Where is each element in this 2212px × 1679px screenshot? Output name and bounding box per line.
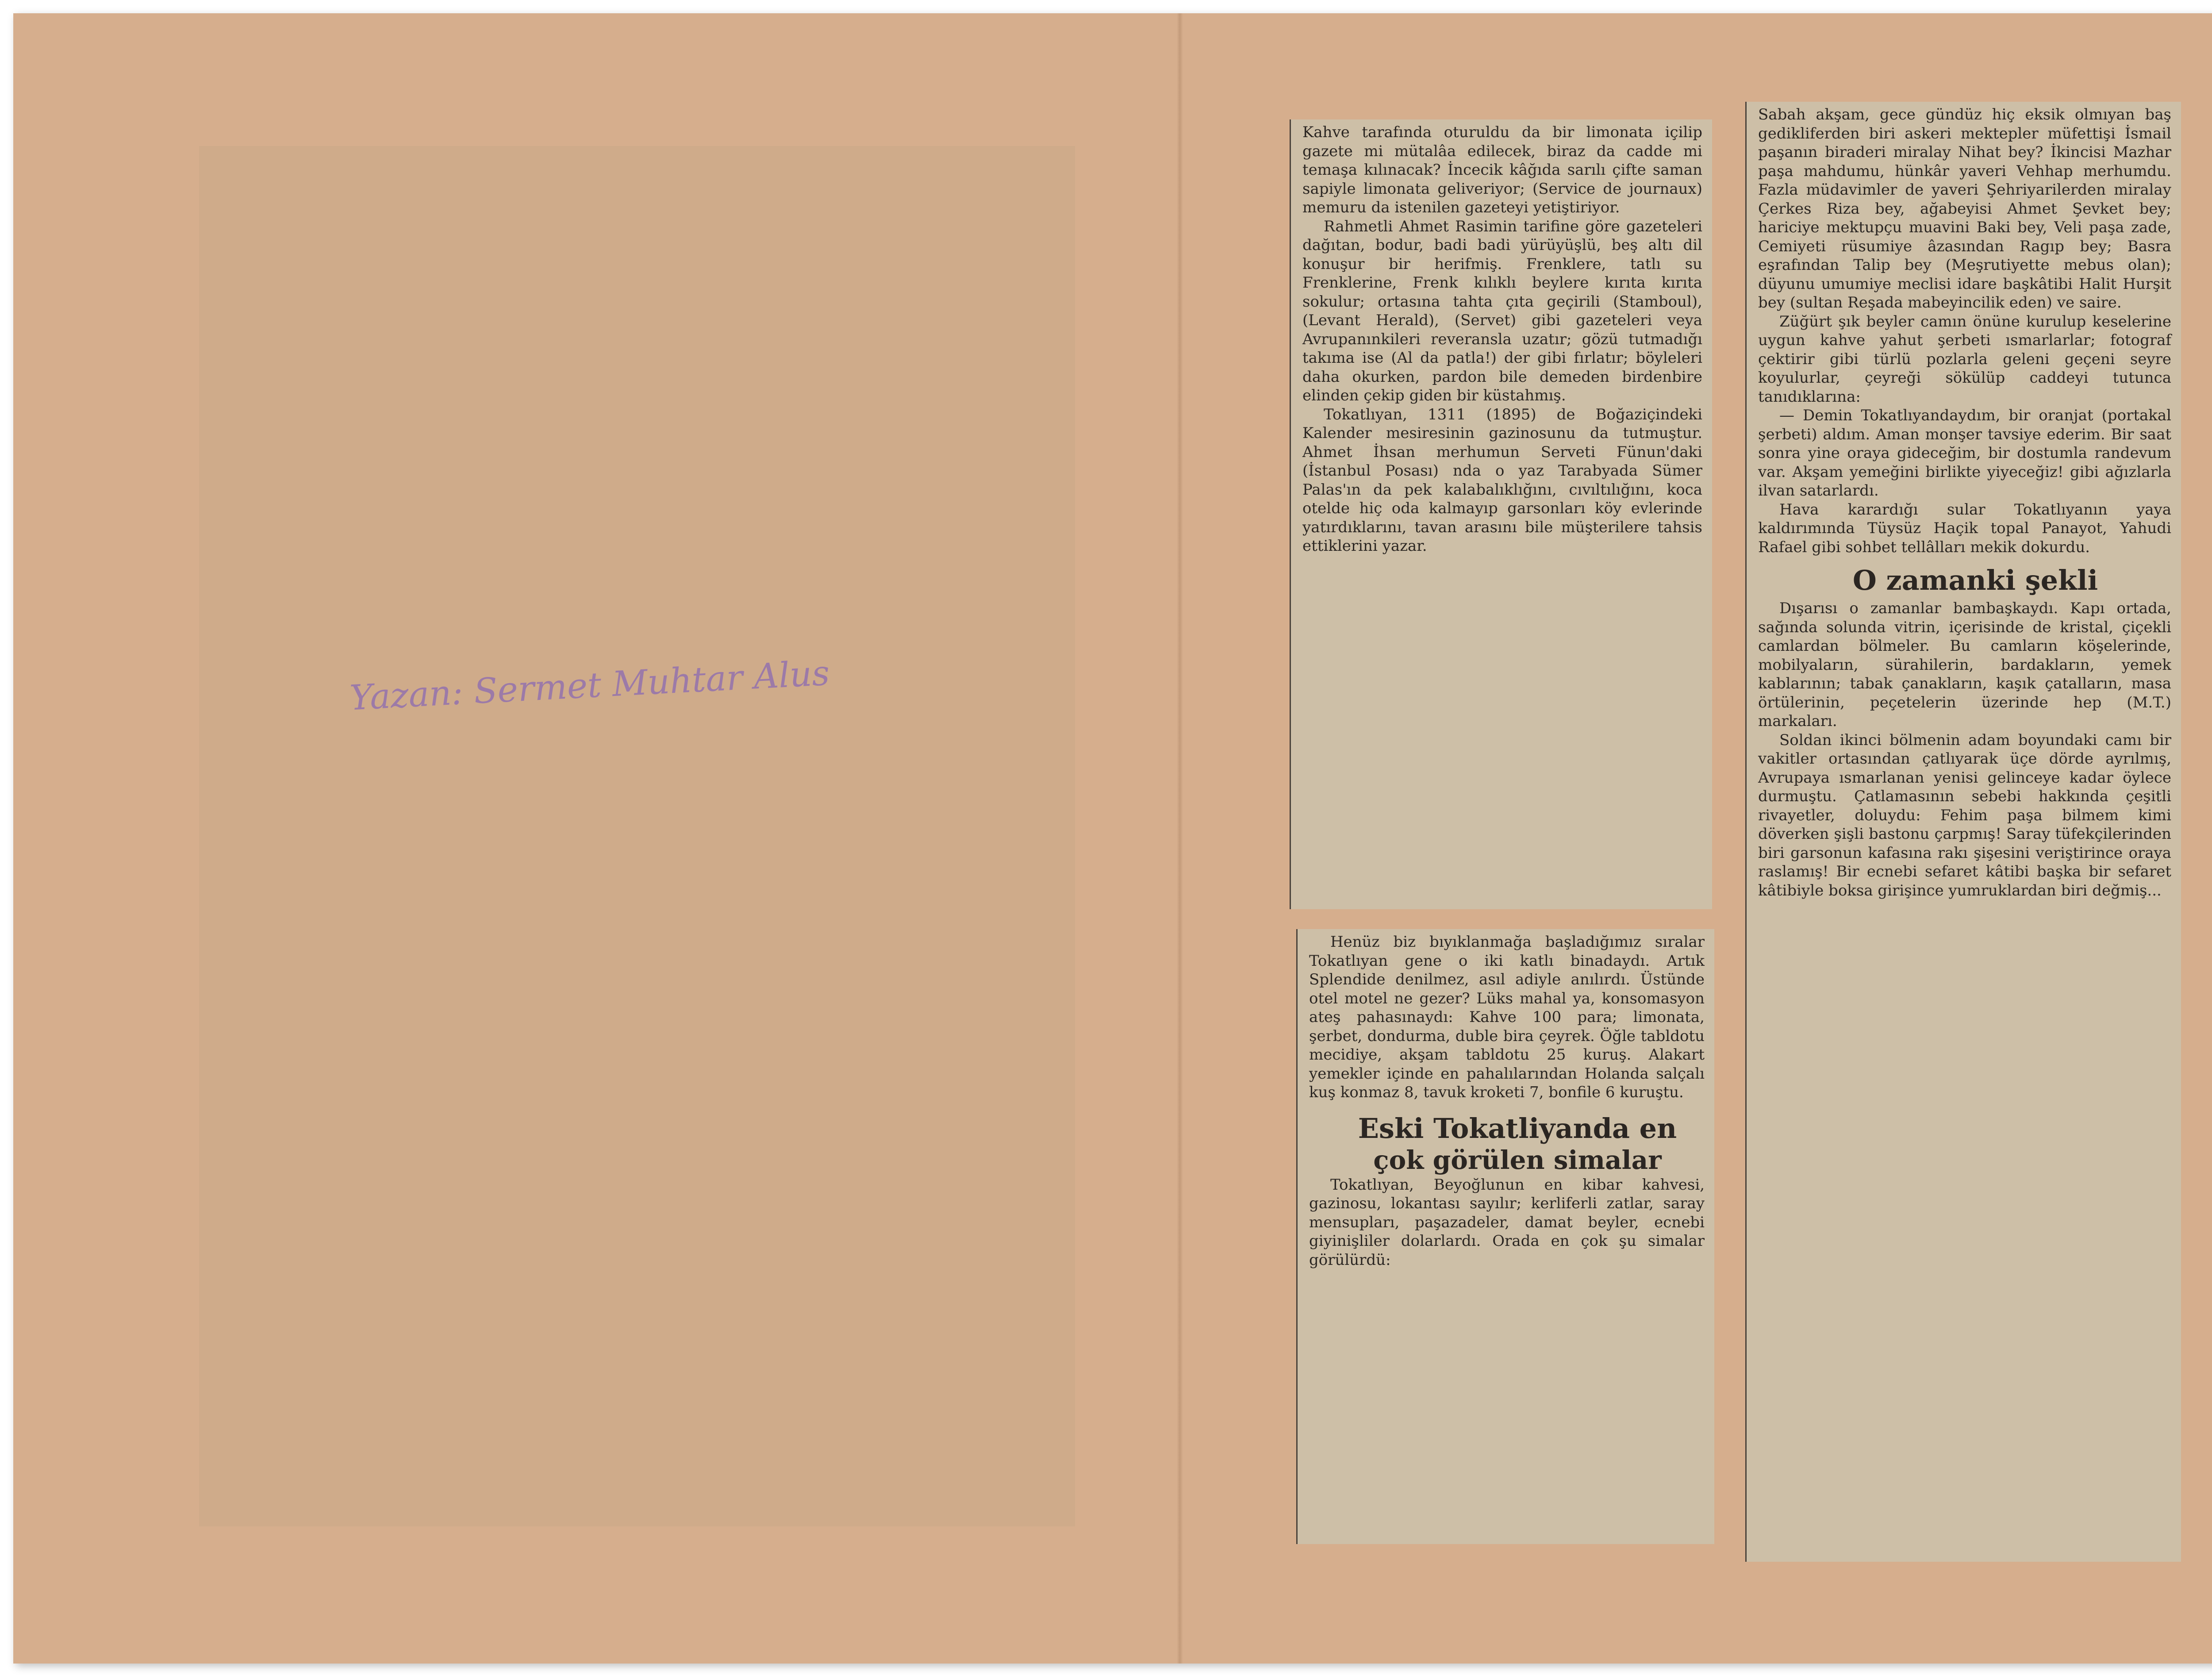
- paragraph: Züğürt şık beyler camın önüne kurulup keselerine uygun kahve yahut şerbeti ısmarlarlar; fotograf çektirir gibi türlü pozlarla geleni geçeni seyre koyulurlar, çeyreği sökülüp caddeyi tutunca tanıdıklarına:: [1758, 312, 2171, 406]
- clipping-right-column: [1745, 102, 2181, 1562]
- bleed-through-area: [199, 146, 1075, 1526]
- section-heading: Eski Tokatliyanda en: [1358, 1112, 1677, 1145]
- section-heading: O zamanki şekli: [1852, 564, 2098, 596]
- paragraph: — Demin Tokatlıyandaydım, bir oranjat (portakal şerbeti) aldım. Aman monşer tavsiye ederim. Bir saat sonra yine oraya gideceğim, bir dostumla randevum var. Akşam yemeğini birlikte yiyeceğiz! gibi ağızlarla ilvan satarlardı.: [1758, 407, 2171, 499]
- paragraph: Tokatlıyan, 1311 (1895) de Boğaziçindeki Kalender mesiresinin gazinosunu da tutmuştur. Ahmet İhsan merhumun Serveti Fünun'daki (İstanbul Posası) nda o yaz Tarabyada Sümer Palas'ın da pek kalabalıklığını, cıvıltılığını, koca otelde hiç oda kalmayıp garsonları köy evlerinde yatırdıklarını, tavan arasını bile müşterilere tahsis ettiklerini yazar.: [1302, 405, 1702, 555]
- paragraph: Hava karardığı sular Tokatlıyanın yaya kaldırımında Tüysüz Haçik topal Panayot, Yahudi Rafael gibi sohbet tellâlları mekik dokurdu.: [1758, 500, 2171, 556]
- paragraph: Kahve tarafında oturuldu da bir limonata içilip gazete mi mütalâa edilecek, biraz da cadde mi temaşa kılınacak? İncecik kâğıda sarılı çifte saman sapiyle limonata geliveriyor; (Service de journaux) memuru da istenilen gazeteyi yetiştiriyor.: [1302, 123, 1702, 216]
- paragraph: Soldan ikinci bölmenin adam boyundaki camı bir vakitler ortasından çatlıyarak üçe dörde ayrılmış, Avrupaya ısmarlanan yenisi gelinceye kadar öylece durmuştu. Çatlamasının sebebi hakkında çeşitli rivayetler, doluydu: Fehim paşa bilmem kimi döverken şişli bastonu çarpmış! Saray tüfekçilerinden biri garsonun kafasına rakı şişesini veriştirince oraya raslamış! Bir ecnebi sefaret kâtibi başka bir sefaret kâtibiyle boksa girişince yumruklardan biri değmiş...: [1758, 731, 2171, 899]
- clipping-left-column-bottom: [1296, 929, 1714, 1544]
- paragraph: Henüz biz bıyıklanmağa başladığımız sıralar Tokatlıyan gene o iki katlı binadaydı. Artık Splendide denilmez, asıl adiyle anılırdı. Üstünde otel motel ne gezer? Lüks mahal ya, konsomasyon ateş pahasınaydı: Kahve 100 para; limonata, şerbet, dondurma, duble bira çeyrek. Öğle tabldotu mecidiye, akşam tabldotu 25 kuruş. Alakart yemekler içinde en pahalılarından Holanda salçalı kuş konmaz 8, tavuk kroketi 7, bonfile 6 kuruştu.: [1309, 933, 1705, 1101]
- paragraph: Tokatlıyan, Beyoğlunun en kibar kahvesi, gazinosu, lokantası sayılır; kerliferli zatlar, saray mensupları, paşazadeler, damat beyler, ecnebi giyinişliler dolarlardı. Orada en çok şu simalar görülürdü:: [1309, 1176, 1705, 1269]
- handwritten-author-note: Yazan: Sermet Muhtar Alus: [349, 653, 831, 718]
- center-fold: [1177, 13, 1183, 1664]
- clipping-left-column-top: [1290, 119, 1712, 909]
- section-heading-line-2: çok görülen simalar: [1373, 1145, 1662, 1175]
- paragraph: Sabah akşam, gece gündüz hiç eksik olmıyan baş gedikliferden biri askeri mektepler müfettişi İsmail paşanın biraderi miralay Nihat bey? İkincisi Mazhar paşa mahdumu, hünkâr yaveri Vehhap merhumdu. Fazla müdavimler de yaveri Şehriyarilerden miralay Çerkes Riza bey, ağabeyisi Ahmet Şevket bey; hariciye mektupçu muavini Baki bey, Veli paşa zade, Cemiyeti rüsumiye âzasından Ragıp bey; Basra eşrafından Talip bey (Meşrutiyette mebus olan); düyunu umumiye meclisi idare başkâtibi Halit Hurşit bey (sultan Reşada mabeyincilik eden) ve saire.: [1758, 106, 2171, 311]
- paper-sheet: [13, 13, 2212, 1664]
- paragraph: Dışarısı o zamanlar bambaşkaydı. Kapı ortada, sağında solunda vitrin, içerisinde de kristal, çiçekli camlardan bölmeler. Bu camların köşelerinde, mobilyaların, sürahilerin, bardakların, yemek kablarının; tabak çanakların, kaşık çatalların, masa örtülerinin, peçetelerin üzerinde hep (M.T.) markaları.: [1758, 599, 2171, 730]
- paragraph: Rahmetli Ahmet Rasimin tarifine göre gazeteleri dağıtan, bodur, badi badi yürüyüşlü, beş altı dil konuşur bir herifmiş. Frenklere, tatlı su Frenklerine, Frenk kılıklı beylere kırıta kırıta sokulur; ortasına tahta çıta geçirili (Stamboul), (Levant Herald), (Servet) gibi gazeteleri veya Avrupanınkileri reveransla uzatır; gözü tutmadığı takıma ise (Al da patla!) der gibi fırlatır; böyleleri daha okurken, pardon bile demeden birdenbire elinden çekip giden bir küstahmış.: [1302, 217, 1702, 404]
